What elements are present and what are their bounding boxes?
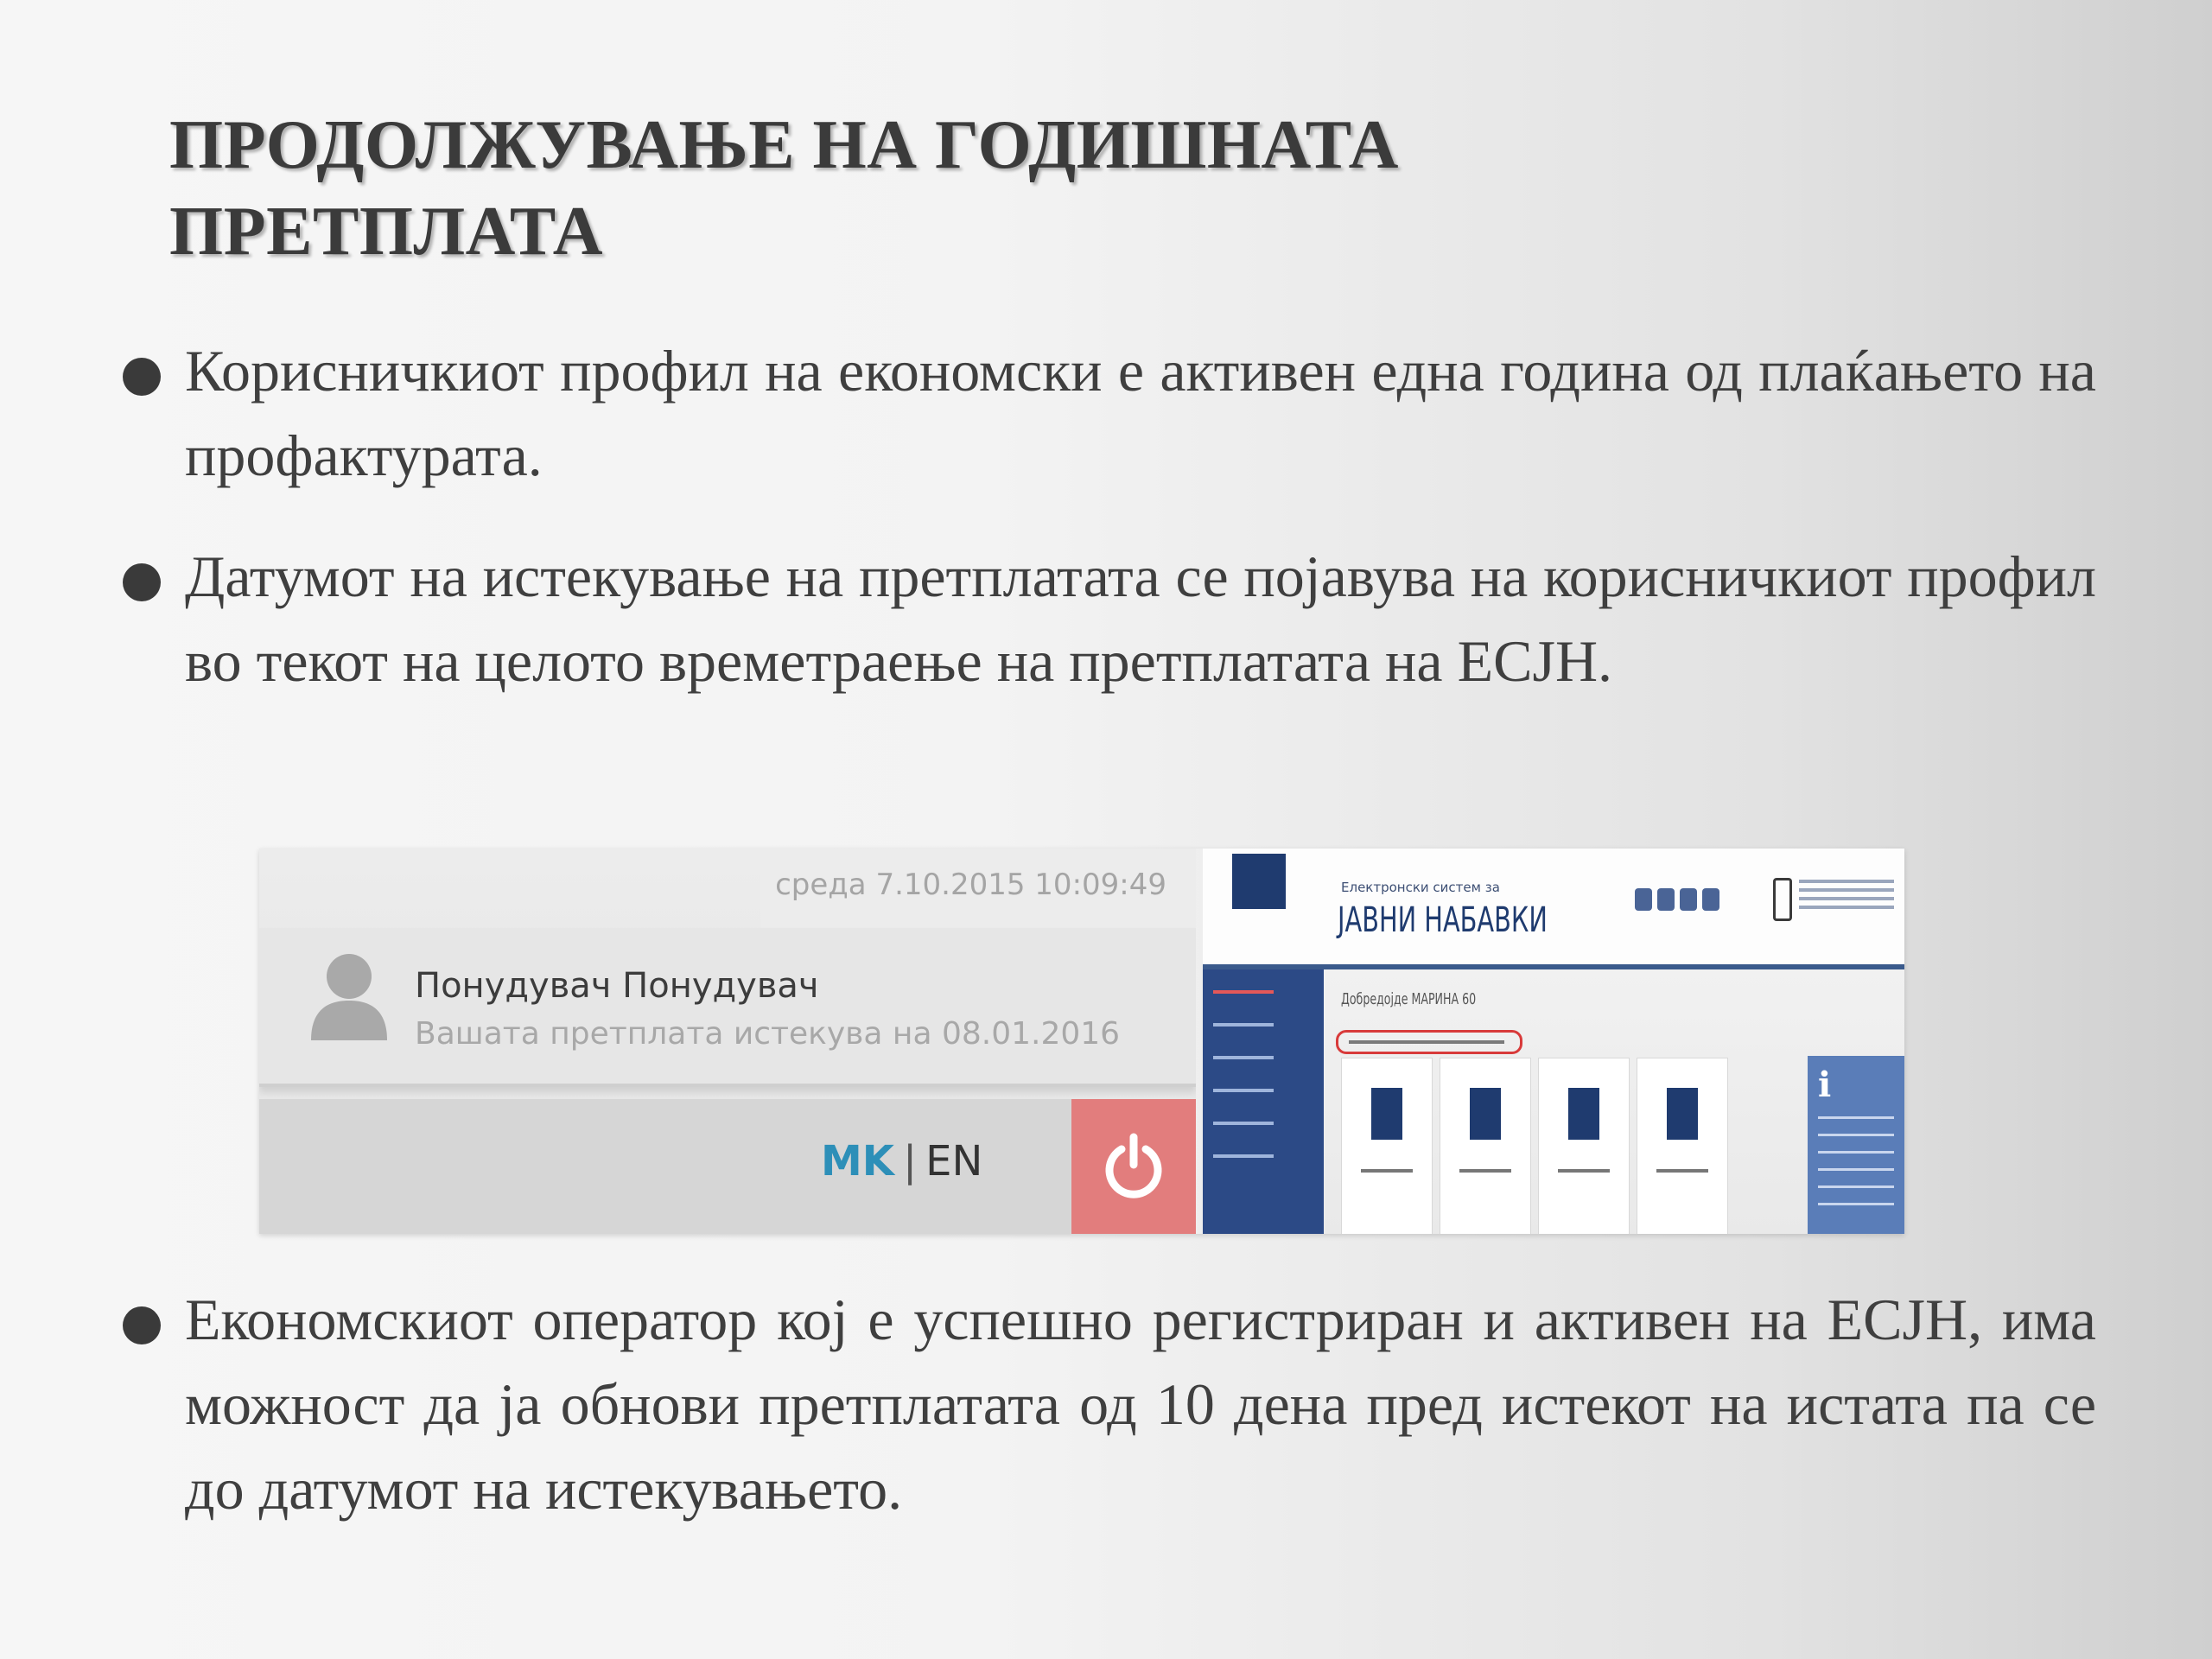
- user-info-strip: [259, 928, 1196, 1087]
- sidebar-item[interactable]: [1213, 1056, 1274, 1059]
- portal-sidebar: [1203, 969, 1324, 1234]
- bullet-text-2: Датумот на истекување на претплатата се појавува на корисничкиот профил во текот на целото времетраење на претплатата на ЕСЈН.: [185, 543, 2096, 694]
- user-avatar-icon: [308, 947, 391, 1042]
- bullet-text-3: Економскиот оператор кој е успешно регистриран и активен на ЕСЈН, има можност да ја обнови претплатата од 10 дена пред истекот на истата па се до датумот на истекувањето.: [185, 1287, 2096, 1522]
- sidebar-item[interactable]: [1213, 1154, 1274, 1158]
- checked-folder-icon: [1667, 1088, 1698, 1140]
- portal-screenshot: [1203, 849, 1904, 1234]
- bullet-text-1: Корисничкиот профил на економски е активен една година од плаќањето на профактурата.: [185, 338, 2096, 488]
- bullet-dot-icon: [123, 358, 161, 396]
- portal-system-subtitle: Електронски систем за: [1341, 880, 1500, 895]
- contact-info: [1799, 874, 1903, 914]
- portal-content: [1324, 969, 1904, 1234]
- lang-mk-link[interactable]: MK: [821, 1137, 894, 1185]
- phone-icon: [1773, 878, 1792, 921]
- datetime-box: [760, 849, 1196, 930]
- slide-title-line1: ПРОДОЛЖУВАЊЕ НА ГОДИШНАТА: [169, 107, 1399, 183]
- portal-card-contracts[interactable]: [1538, 1058, 1630, 1234]
- sidebar-item-profile[interactable]: [1213, 990, 1274, 994]
- info-i-icon: i: [1818, 1065, 1832, 1105]
- contract-icon: [1568, 1088, 1599, 1140]
- portal-logo-icon: [1232, 854, 1286, 909]
- portal-info-panel: [1808, 1056, 1904, 1234]
- portal-system-title: ЈАВНИ НАБАВКИ: [1338, 900, 1548, 940]
- sidebar-item[interactable]: [1213, 1122, 1274, 1125]
- subscription-expiry-text: Вашата претплата истекува на 08.01.2016: [415, 1016, 1121, 1052]
- portal-welcome-text: Добредојде МАРИНА 60: [1341, 990, 1477, 1008]
- gavel-icon: [1470, 1088, 1501, 1140]
- portal-header-icons: [1635, 888, 1738, 919]
- bullet-item-1: [185, 328, 2096, 498]
- bullet-dot-icon: [123, 563, 161, 601]
- info-icon[interactable]: [1680, 888, 1697, 911]
- bullet-item-3: [185, 1277, 2096, 1531]
- portal-card-decisions[interactable]: [1637, 1058, 1728, 1234]
- portal-card-auctions[interactable]: [1440, 1058, 1531, 1234]
- language-switcher: [821, 1137, 982, 1185]
- language-bar: [259, 1099, 1071, 1234]
- basket-icon[interactable]: [1657, 888, 1675, 911]
- logout-button[interactable]: [1071, 1099, 1196, 1234]
- datetime-text: среда 7.10.2015 10:09:49: [775, 868, 1166, 902]
- home-icon[interactable]: [1635, 888, 1652, 911]
- portal-card-notices[interactable]: [1341, 1058, 1433, 1234]
- portal-header: [1203, 849, 1904, 964]
- highlighted-expiry-notice: [1336, 1030, 1522, 1054]
- profile-widget: [259, 849, 1196, 1234]
- document-icon: [1371, 1088, 1402, 1140]
- sidebar-item[interactable]: [1213, 1023, 1274, 1027]
- slide-title-line2: ПРЕТПЛАТА: [169, 194, 604, 270]
- power-icon: [1099, 1132, 1168, 1201]
- bullet-item-2: [185, 534, 2096, 703]
- lang-separator: |: [902, 1137, 918, 1185]
- users-icon[interactable]: [1702, 888, 1719, 911]
- user-name: Понудувач Понудувач: [415, 966, 819, 1006]
- sidebar-item[interactable]: [1213, 1089, 1274, 1092]
- embedded-screenshot: [259, 849, 1904, 1234]
- bullet-dot-icon: [123, 1306, 161, 1344]
- lang-en-link[interactable]: EN: [925, 1137, 983, 1185]
